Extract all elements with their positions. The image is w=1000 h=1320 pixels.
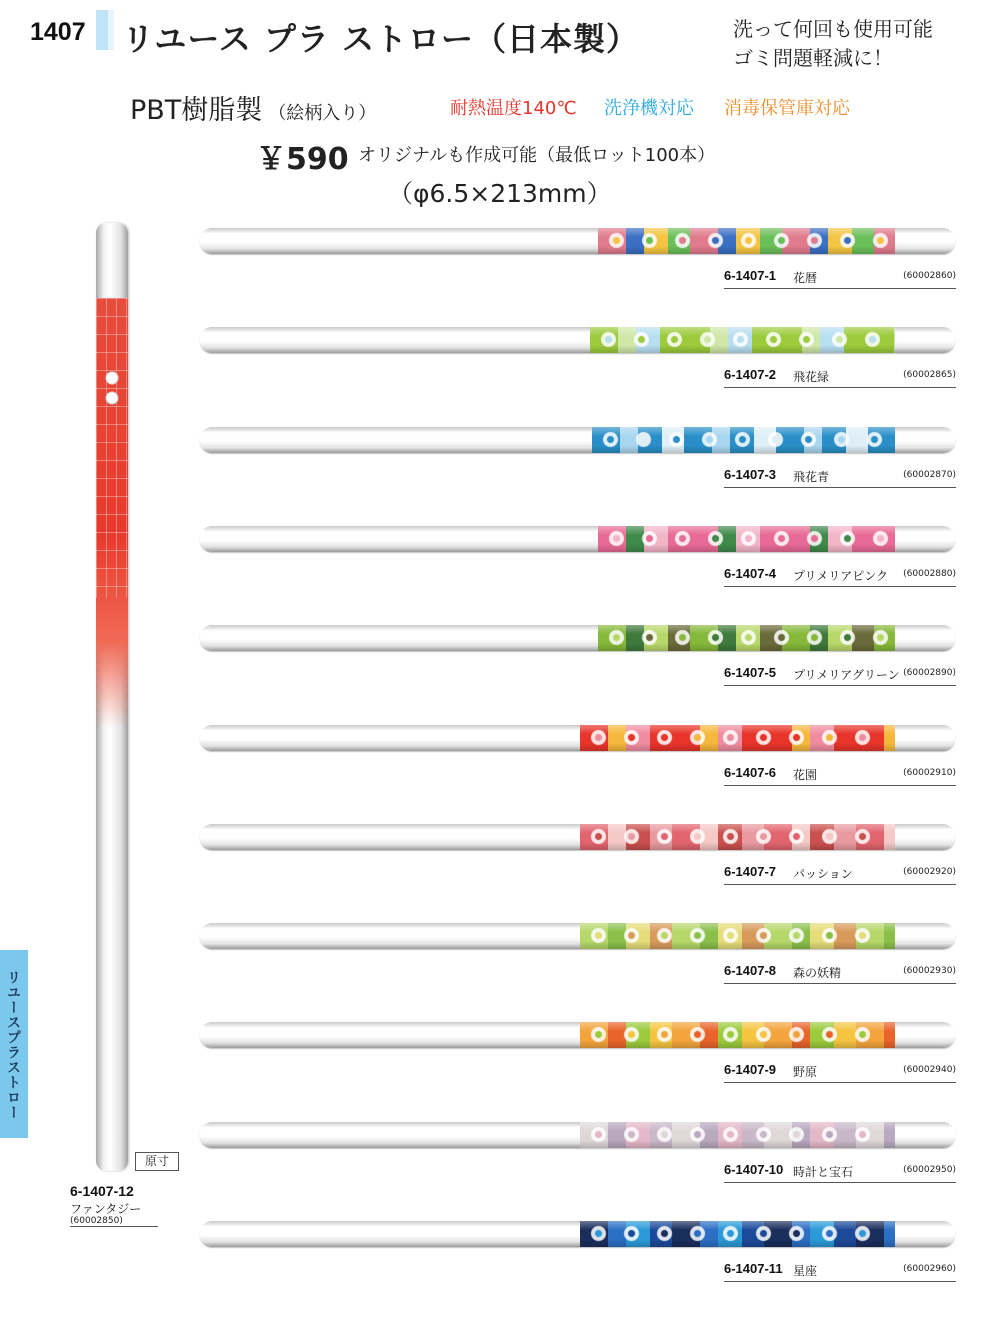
- pattern-flower: [656, 828, 673, 845]
- pattern-flower: [602, 431, 619, 448]
- vertical-straw-grid-pattern: [96, 298, 128, 598]
- pattern-flower: [821, 729, 838, 746]
- title-accent-bar: [96, 10, 108, 50]
- pattern-flower: [722, 828, 739, 845]
- straw-image: [200, 427, 955, 453]
- product-code: 6-1407-8: [724, 963, 777, 978]
- product-code: 6-1407-5: [724, 665, 777, 680]
- pattern-flower: [864, 331, 881, 348]
- straw-image: [200, 725, 955, 751]
- straw-pattern-band: [580, 1221, 895, 1247]
- straw-pattern-band: [580, 923, 895, 949]
- pattern-flower: [633, 331, 650, 348]
- pattern-flower: [701, 431, 718, 448]
- pattern-flower: [740, 232, 757, 249]
- feature-dishwasher: 洗浄機対応: [604, 98, 694, 119]
- straw-image: [200, 1122, 955, 1148]
- pattern-flower: [608, 629, 625, 646]
- pattern-flower: [765, 331, 782, 348]
- pattern-flower: [635, 431, 652, 448]
- product-code: 6-1407-3: [724, 467, 777, 482]
- product-caption: [724, 1162, 956, 1183]
- product-caption: [724, 1062, 956, 1083]
- product-jan: (60002930): [903, 966, 956, 976]
- product-caption: [724, 367, 956, 388]
- pattern-flower: [872, 629, 889, 646]
- pattern-flower: [689, 1126, 706, 1143]
- straw-image: [200, 228, 955, 254]
- pattern-flower: [773, 629, 790, 646]
- vertical-straw-flower: [100, 363, 124, 413]
- product-jan: (60002920): [903, 867, 956, 877]
- product-jan: (60002960): [903, 1264, 956, 1274]
- pattern-flower: [689, 1225, 706, 1242]
- pattern-flower: [788, 927, 805, 944]
- pattern-flower: [689, 828, 706, 845]
- pattern-flower: [623, 1225, 640, 1242]
- pattern-flower: [821, 927, 838, 944]
- straw-image: [200, 824, 955, 850]
- pattern-flower: [755, 729, 772, 746]
- pattern-flower: [788, 1126, 805, 1143]
- straw-pattern-band: [598, 228, 895, 254]
- material-note: （絵柄入り）: [268, 103, 377, 124]
- pattern-flower: [590, 828, 607, 845]
- pattern-flower: [788, 729, 805, 746]
- pattern-flower: [755, 927, 772, 944]
- pattern-flower: [689, 927, 706, 944]
- pattern-flower: [674, 232, 691, 249]
- pattern-flower: [732, 331, 749, 348]
- pattern-flower: [839, 530, 856, 547]
- pattern-flower: [668, 431, 685, 448]
- product-name: 星座: [793, 1264, 818, 1278]
- pattern-flower: [689, 729, 706, 746]
- product-caption: [724, 765, 956, 786]
- product-code: 6-1407-7: [724, 864, 777, 879]
- straw-image: [200, 526, 955, 552]
- pattern-flower: [755, 1126, 772, 1143]
- side-index-label: リユースプラストロー: [5, 970, 21, 1120]
- feature-heat-resistance: 耐熱温度140℃: [450, 98, 577, 119]
- pattern-flower: [821, 1225, 838, 1242]
- pattern-flower: [666, 331, 683, 348]
- product-jan: (60002910): [903, 768, 956, 778]
- feature-sterilizer: 消毒保管庫対応: [724, 98, 850, 119]
- pattern-flower: [740, 629, 757, 646]
- pattern-flower: [707, 232, 724, 249]
- product-code: 6-1407-6: [724, 765, 777, 780]
- pattern-flower: [623, 828, 640, 845]
- product-jan: (60002870): [903, 470, 956, 480]
- pattern-flower: [590, 927, 607, 944]
- product-name: パッション: [793, 867, 853, 881]
- product-name: プリメリアグリーン: [793, 668, 900, 682]
- product-caption: [724, 1261, 956, 1282]
- straw-pattern-band: [598, 625, 895, 651]
- product-caption: [724, 566, 956, 587]
- straw-pattern-band: [580, 1122, 895, 1148]
- pattern-flower: [788, 1225, 805, 1242]
- straw-pattern-band: [590, 327, 895, 353]
- side-index-tab[interactable]: [0, 950, 28, 1138]
- page-title: リユース プラ ストロー（日本製）: [122, 20, 640, 58]
- straw-pattern-band: [580, 725, 895, 751]
- vertical-straw-image: [96, 223, 128, 1171]
- product-jan: (60002940): [903, 1065, 956, 1075]
- pattern-flower: [831, 331, 848, 348]
- pattern-flower: [854, 729, 871, 746]
- pattern-flower: [788, 828, 805, 845]
- pattern-flower: [755, 828, 772, 845]
- pattern-flower: [854, 828, 871, 845]
- custom-order-note: オリジナルも作成可能（最低ロット100本）: [358, 145, 716, 166]
- straw-pattern-band: [592, 427, 895, 453]
- pattern-flower: [773, 232, 790, 249]
- product-jan: (60002950): [903, 1165, 956, 1175]
- pattern-flower: [806, 232, 823, 249]
- product-code: 6-1407-9: [724, 1062, 777, 1077]
- pattern-flower: [821, 1026, 838, 1043]
- price: ￥590: [256, 142, 349, 177]
- pattern-flower: [641, 232, 658, 249]
- pattern-flower: [623, 927, 640, 944]
- product-name: プリメリアピンク: [793, 569, 889, 583]
- dimensions: （φ6.5×213mm）: [388, 179, 612, 208]
- pattern-flower: [872, 232, 889, 249]
- pattern-flower: [674, 629, 691, 646]
- pattern-flower: [839, 232, 856, 249]
- product-caption: [724, 467, 956, 488]
- pattern-flower: [656, 729, 673, 746]
- pattern-flower: [866, 431, 883, 448]
- pattern-flower: [854, 927, 871, 944]
- pattern-flower: [590, 1126, 607, 1143]
- pattern-flower: [656, 1225, 673, 1242]
- pattern-flower: [590, 729, 607, 746]
- pattern-flower: [806, 629, 823, 646]
- straw-pattern-band: [580, 824, 895, 850]
- tagline: [733, 15, 933, 73]
- pattern-flower: [656, 1126, 673, 1143]
- straw-image: [200, 327, 955, 353]
- pattern-flower: [674, 530, 691, 547]
- straw-image: [200, 923, 955, 949]
- product-code: 6-1407-4: [724, 566, 777, 581]
- vertical-product-name: ファンタジー: [70, 1202, 142, 1216]
- tagline-line-1: 洗って何回も使用可能: [733, 17, 933, 41]
- material-text: PBT樹脂製: [130, 95, 263, 126]
- pattern-flower: [833, 431, 850, 448]
- product-name: 森の妖精: [793, 966, 842, 980]
- pattern-flower: [788, 1026, 805, 1043]
- pattern-flower: [767, 431, 784, 448]
- page-number: 1407: [30, 18, 86, 46]
- product-code: 6-1407-2: [724, 367, 777, 382]
- pattern-flower: [707, 629, 724, 646]
- product-name: 花暦: [793, 271, 818, 285]
- product-name: 時計と宝石: [793, 1165, 854, 1179]
- product-jan: (60002880): [903, 569, 956, 579]
- material-label: [130, 88, 376, 127]
- pattern-flower: [839, 629, 856, 646]
- pattern-flower: [821, 828, 838, 845]
- straw-image: [200, 1022, 955, 1048]
- title-accent-bar-light: [108, 10, 114, 50]
- pattern-flower: [722, 1026, 739, 1043]
- straw-pattern-band: [598, 526, 895, 552]
- straw-pattern-band: [580, 1022, 895, 1048]
- pattern-flower: [722, 1225, 739, 1242]
- pattern-flower: [722, 729, 739, 746]
- pattern-flower: [722, 1126, 739, 1143]
- pattern-flower: [755, 1026, 772, 1043]
- pattern-flower: [600, 331, 617, 348]
- pattern-flower: [806, 530, 823, 547]
- pattern-flower: [755, 1225, 772, 1242]
- product-caption: [724, 963, 956, 984]
- pattern-flower: [623, 729, 640, 746]
- product-name: 野原: [793, 1065, 818, 1079]
- product-name: 花園: [793, 768, 818, 782]
- product-name: 飛花緑: [793, 370, 830, 384]
- pattern-flower: [656, 1026, 673, 1043]
- product-caption: [724, 268, 956, 289]
- tagline-line-2: ゴミ問題軽減に！: [733, 46, 893, 70]
- pattern-flower: [623, 1026, 640, 1043]
- product-jan: (60002860): [903, 271, 956, 281]
- pattern-flower: [854, 1026, 871, 1043]
- pattern-flower: [590, 1225, 607, 1242]
- pattern-flower: [641, 530, 658, 547]
- pattern-flower: [854, 1225, 871, 1242]
- pattern-flower: [699, 331, 716, 348]
- pattern-flower: [722, 927, 739, 944]
- product-caption: [724, 864, 956, 885]
- pattern-flower: [707, 530, 724, 547]
- pattern-flower: [656, 927, 673, 944]
- product-jan: (60002890): [903, 668, 956, 678]
- pattern-flower: [641, 629, 658, 646]
- product-code: 6-1407-1: [724, 268, 777, 283]
- product-code: 6-1407-10: [724, 1162, 784, 1177]
- pattern-flower: [590, 1026, 607, 1043]
- pattern-flower: [821, 1126, 838, 1143]
- pattern-flower: [798, 331, 815, 348]
- pattern-flower: [854, 1126, 871, 1143]
- straw-image: [200, 625, 955, 651]
- product-code: 6-1407-11: [724, 1261, 783, 1276]
- product-jan: (60002865): [903, 370, 956, 380]
- vertical-product-code: 6-1407-12: [70, 1183, 134, 1199]
- pattern-flower: [800, 431, 817, 448]
- pattern-flower: [623, 1126, 640, 1143]
- pattern-flower: [872, 530, 889, 547]
- pattern-flower: [689, 1026, 706, 1043]
- pattern-flower: [608, 530, 625, 547]
- actual-size-label: 原寸: [135, 1152, 179, 1171]
- pattern-flower: [740, 530, 757, 547]
- straw-image: [200, 1221, 955, 1247]
- product-caption: [724, 665, 956, 686]
- pattern-flower: [608, 232, 625, 249]
- vertical-product-jan: (60002850): [70, 1216, 158, 1227]
- pattern-flower: [734, 431, 751, 448]
- pattern-flower: [773, 530, 790, 547]
- product-name: 飛花青: [793, 470, 830, 484]
